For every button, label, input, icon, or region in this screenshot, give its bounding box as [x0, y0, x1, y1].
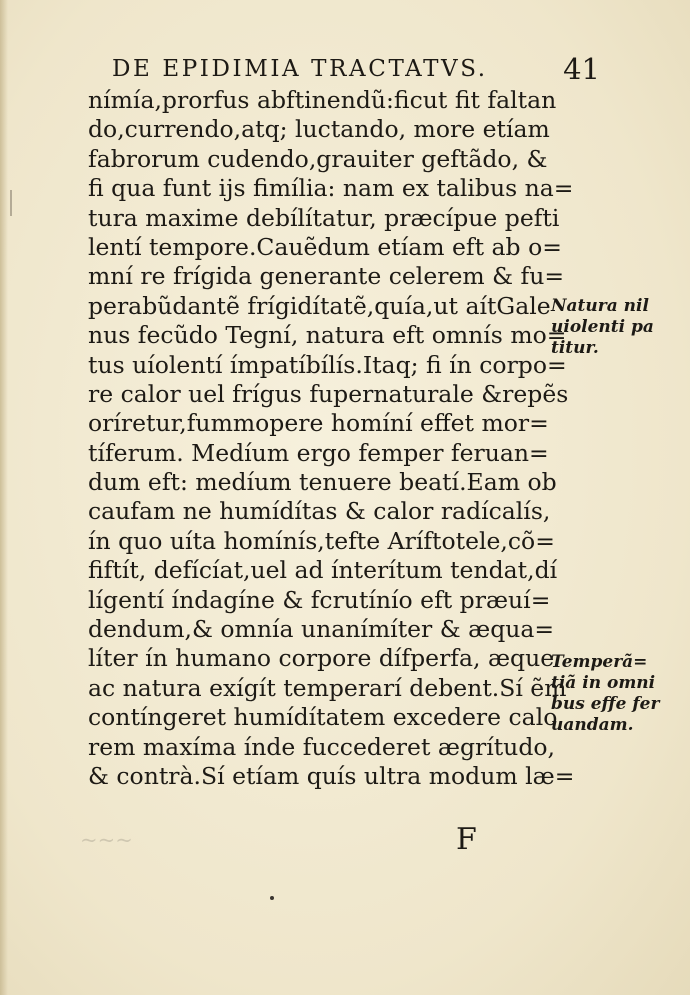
text-line: ín quo uíta homínís,tefte Aríftotele,cõ=	[88, 526, 555, 555]
text-line: tíferum. Medíum ergo femper feruan=	[88, 438, 549, 467]
text-line: rem maxíma índe fuccederet ægrítudo,	[88, 732, 555, 761]
text-line: fiftít, defícíat,uel ad ínterítum tendat,dí	[88, 556, 558, 585]
marginal-note	[551, 296, 681, 359]
margin-mark	[10, 190, 12, 216]
text-line: perabũdantẽ frígidítatẽ,quía,ut aítGale	[88, 291, 551, 320]
text-line: fabrorum cudendo,grauiter geftãdo, &	[88, 144, 548, 173]
marginal-note-line: tiã in omni	[551, 673, 656, 693]
page-edge-shadow	[0, 0, 8, 995]
text-line: nímía,prorfus abftinendũ:ficut fit faltan	[88, 86, 557, 114]
text-line: oríretur,fummopere homíní effet mor=	[88, 409, 549, 438]
show-through-ink: ~~~	[80, 828, 133, 852]
signature-mark: F	[456, 822, 477, 857]
ink-speck	[270, 896, 274, 900]
text-line: tura maxime debílítatur, præcípue pefti	[88, 203, 560, 232]
text-line: dum eft: medíum tenuere beatí.Eam ob	[88, 468, 557, 497]
marginal-note-line: Temperã=	[551, 652, 648, 672]
text-line: dendum,& omnía unanímíter & æqua=	[88, 615, 555, 644]
marginal-note-line: uandam.	[551, 715, 634, 735]
text-line: fi qua funt ijs fimília: nam ex talibus na=	[88, 174, 574, 203]
text-line: tus uíolentí ímpatíbílís.Itaq; fi ín corpo=	[88, 350, 567, 379]
text-line: nus fecũdo Tegní, natura eft omnís mo=	[88, 321, 567, 350]
text-line: contíngeret humídítatem excedere calo	[88, 703, 558, 732]
text-line: do,currendo,atq; luctando, more etíam	[88, 115, 550, 144]
text-line: líter ín humano corpore dífperfa, æque	[88, 644, 555, 673]
page-number: 41	[563, 52, 600, 86]
text-line: lentí tempore.Cauẽdum etíam eft ab o=	[88, 232, 562, 261]
text-line: & contrà.Sí etíam quís ultra modum læ=	[88, 761, 575, 790]
marginal-note	[551, 652, 681, 736]
running-title: DE EPIDIMIA TRACTATVS.	[112, 56, 488, 82]
text-line: mní re frígida generante celerem & fu=	[88, 262, 565, 291]
text-line: re calor uel frígus fupernaturale &repẽs	[88, 379, 569, 408]
marginal-note-line: Natura nil	[551, 296, 649, 316]
text-line: ac natura exígít temperarí debent.Sí ẽm	[88, 673, 567, 702]
running-header	[112, 52, 600, 86]
marginal-note-line: bus effe fer	[551, 694, 660, 714]
text-line: caufam ne humídítas & calor radícalís,	[88, 497, 551, 526]
marginal-note-line: uiolenti pa	[551, 317, 654, 337]
marginal-note-line: titur.	[551, 338, 599, 358]
text-line: lígentí índagíne & fcrutínío eft præuí=	[88, 585, 551, 614]
